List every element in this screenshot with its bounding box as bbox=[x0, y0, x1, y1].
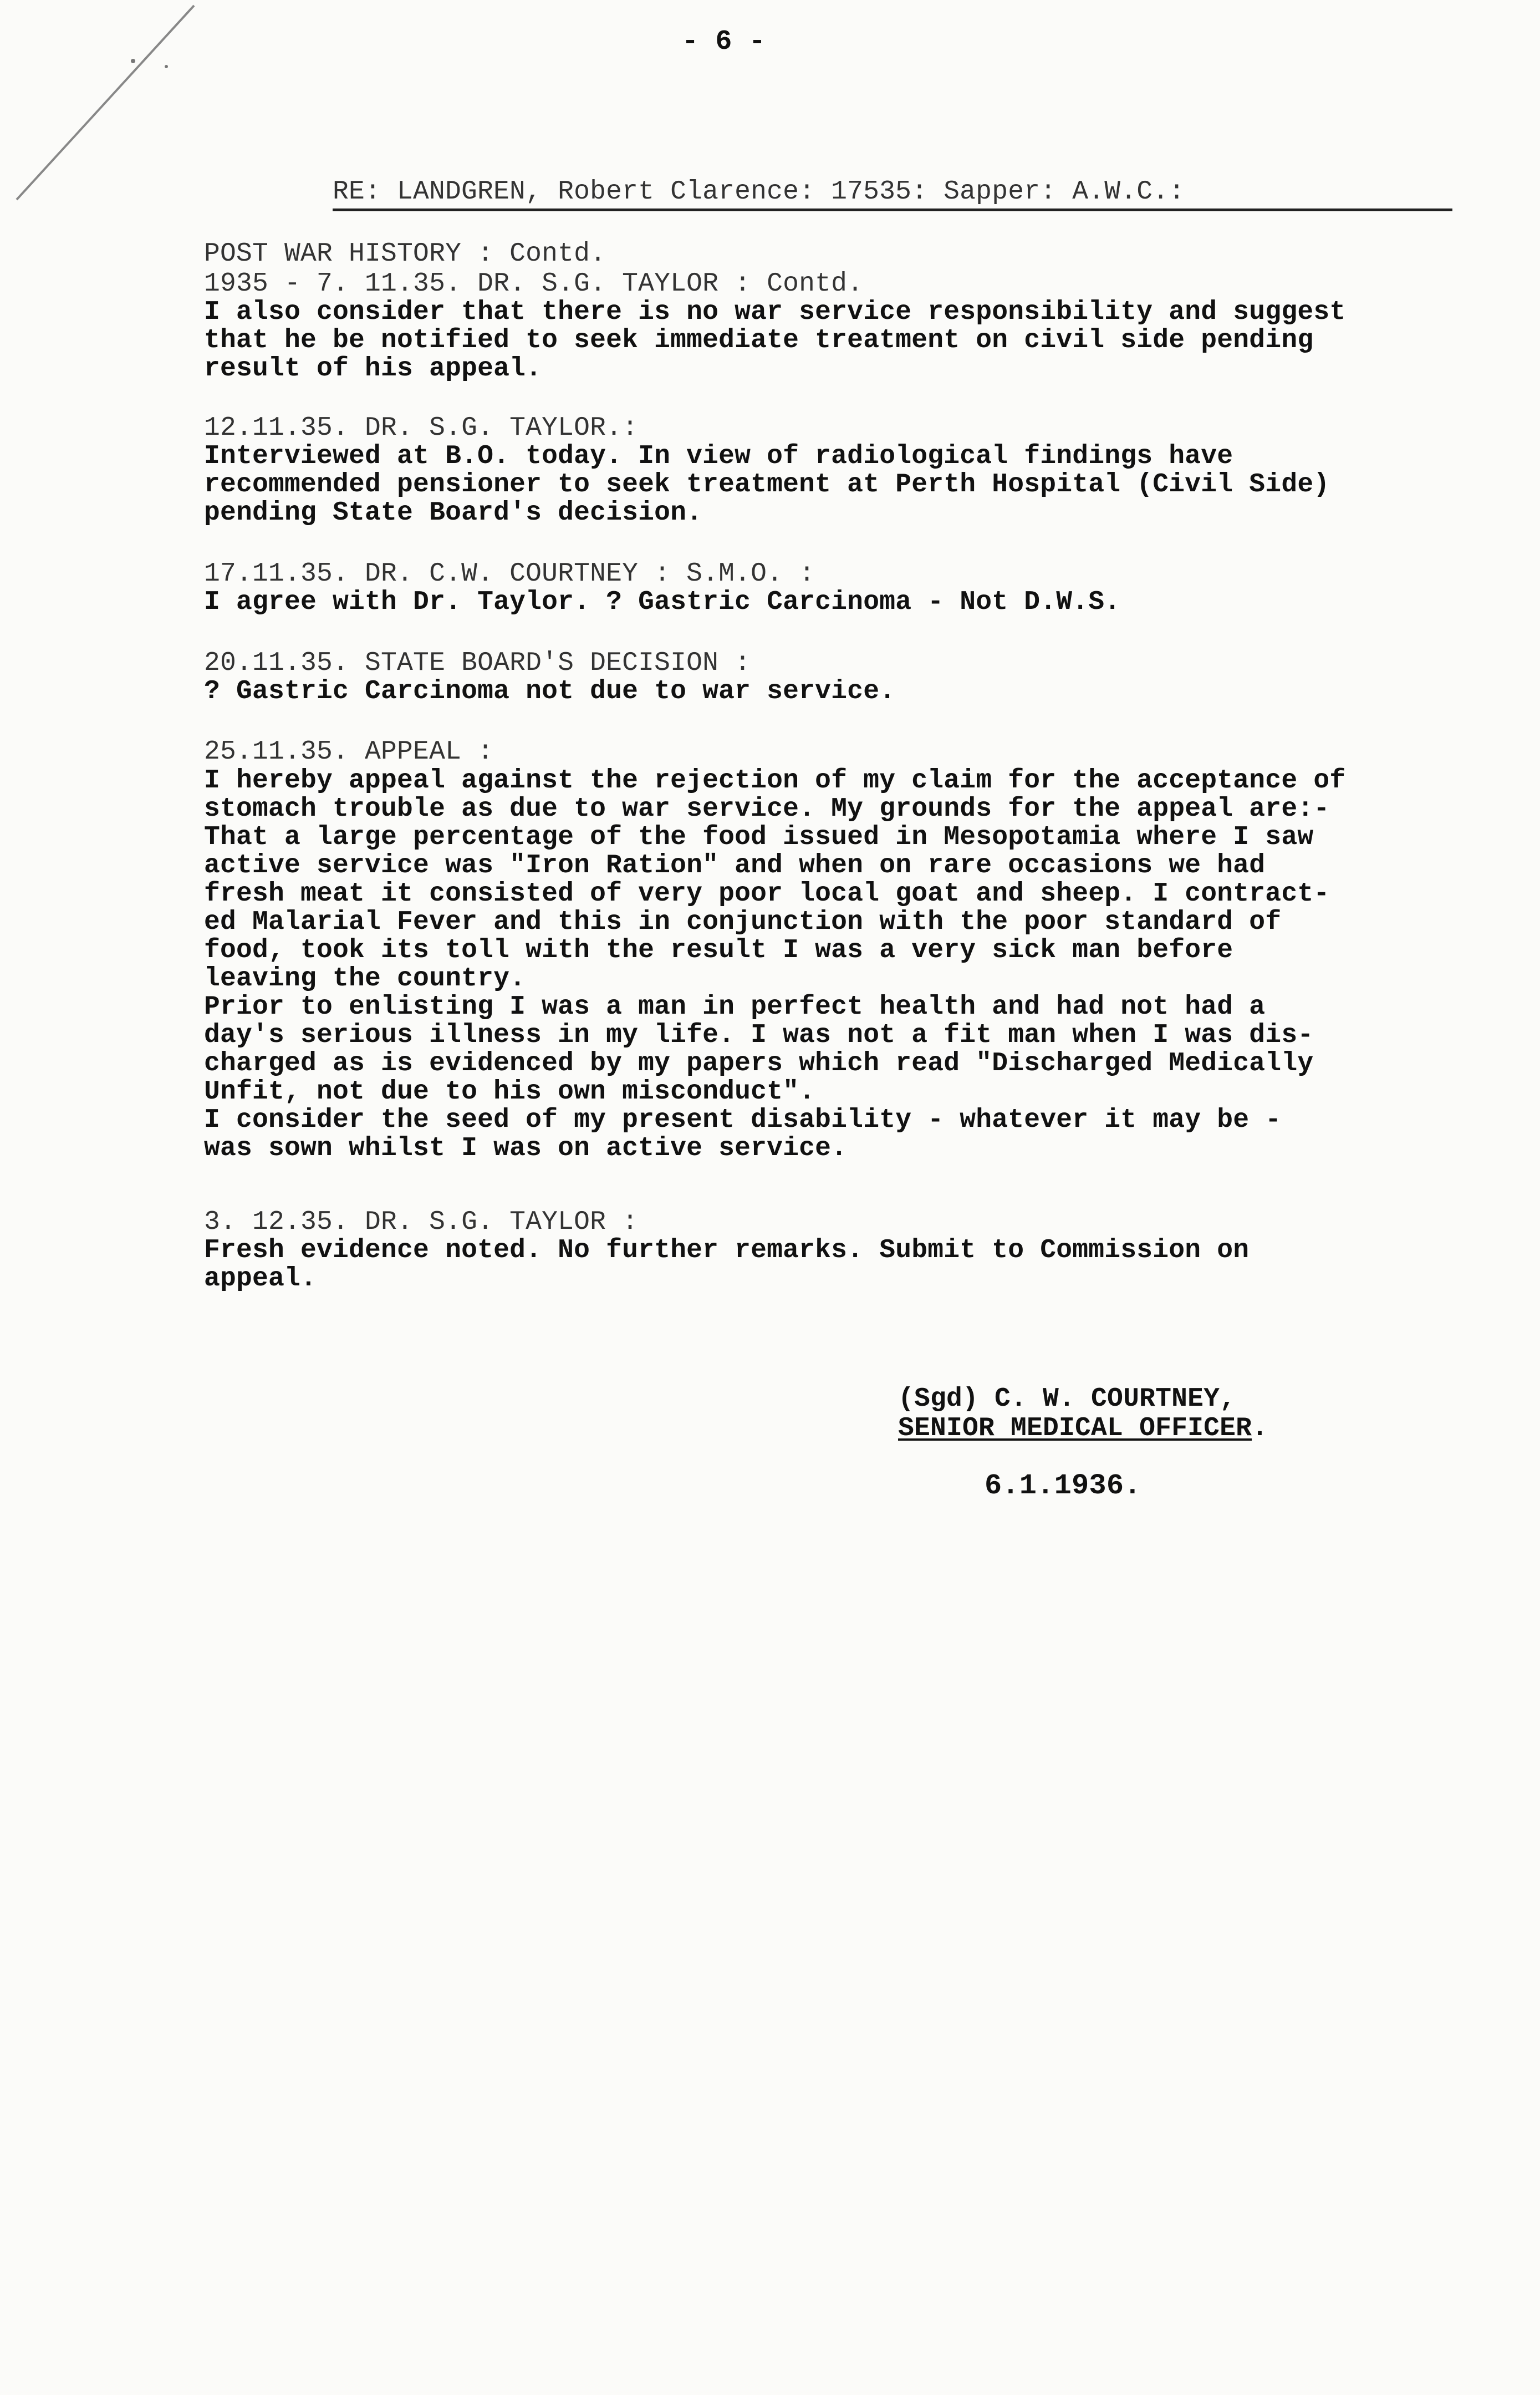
entry-line: was sown whilst I was on active service. bbox=[204, 1133, 848, 1163]
entry-line: 1935 - 7. 11.35. DR. S.G. TAYLOR : Contd. bbox=[204, 269, 864, 299]
entry-line: I also consider that there is no war service responsibility and suggest bbox=[204, 297, 1346, 327]
entry-line: day's serious illness in my life. I was not a fit man when I was dis- bbox=[204, 1020, 1314, 1050]
entry-line: leaving the country. bbox=[204, 964, 526, 994]
entry-line: that he be notified to seek immediate treatment on civil side pending bbox=[204, 326, 1314, 355]
signature-name: (Sgd) C. W. COURTNEY, bbox=[898, 1384, 1236, 1414]
entry-line: 12.11.35. DR. S.G. TAYLOR.: bbox=[204, 413, 639, 443]
entry-line: pending State Board's decision. bbox=[204, 498, 703, 528]
entry-line: I hereby appeal against the rejection of my claim for the acceptance of bbox=[204, 766, 1346, 796]
entry-line: food, took its toll with the result I was a very sick man before bbox=[204, 935, 1233, 965]
entry-line: 17.11.35. DR. C.W. COURTNEY : S.M.O. : bbox=[204, 559, 815, 589]
entry-line: fresh meat it consisted of very poor local goat and sheep. I contract- bbox=[204, 879, 1330, 909]
entry-line: appeal. bbox=[204, 1264, 317, 1294]
entry-line: That a large percentage of the food issued in Mesopotamia where I saw bbox=[204, 822, 1314, 852]
entry-line: 3. 12.35. DR. S.G. TAYLOR : bbox=[204, 1207, 639, 1237]
signature-date: 6.1.1936. bbox=[985, 1469, 1141, 1502]
entry-line: ed Malarial Fever and this in conjunction with the poor standard of bbox=[204, 907, 1282, 937]
scan-corner-mark-icon bbox=[0, 0, 211, 211]
entry-line: I consider the seed of my present disability - whatever it may be - bbox=[204, 1105, 1282, 1135]
entry-line: 25.11.35. APPEAL : bbox=[204, 737, 494, 767]
signature-title-row bbox=[898, 1413, 1268, 1444]
entry-line: ? Gastric Carcinoma not due to war service. bbox=[204, 677, 896, 706]
signature-title: SENIOR MEDICAL OFFICER bbox=[898, 1413, 1252, 1443]
section-title: POST WAR HISTORY : Contd. bbox=[204, 239, 606, 269]
entry-line: Fresh evidence noted. No further remarks. Submit to Commission on bbox=[204, 1235, 1250, 1265]
entry-line: recommended pensioner to seek treatment at Perth Hospital (Civil Side) bbox=[204, 470, 1330, 500]
entry-line: I agree with Dr. Taylor. ? Gastric Carcinoma - Not D.W.S. bbox=[204, 587, 1121, 617]
entry-line: result of his appeal. bbox=[204, 354, 542, 384]
page-number: - 6 - bbox=[682, 26, 766, 58]
entry-line: Unfit, not due to his own misconduct". bbox=[204, 1077, 815, 1107]
signature-title-suffix: . bbox=[1252, 1413, 1268, 1443]
subject-heading: RE: LANDGREN, Robert Clarence: 17535: Sapper: A.W.C.: bbox=[333, 177, 1185, 207]
subject-underline bbox=[333, 209, 1452, 211]
entry-line: 20.11.35. STATE BOARD'S DECISION : bbox=[204, 648, 751, 678]
entry-line: charged as is evidenced by my papers which read "Discharged Medically bbox=[204, 1049, 1314, 1079]
entry-line: Prior to enlisting I was a man in perfect health and had not had a bbox=[204, 992, 1266, 1022]
entry-line: stomach trouble as due to war service. My grounds for the appeal are:- bbox=[204, 794, 1330, 824]
entry-line: Interviewed at B.O. today. In view of radiological findings have bbox=[204, 441, 1233, 471]
entry-line: active service was "Iron Ration" and when on rare occasions we had bbox=[204, 851, 1266, 881]
